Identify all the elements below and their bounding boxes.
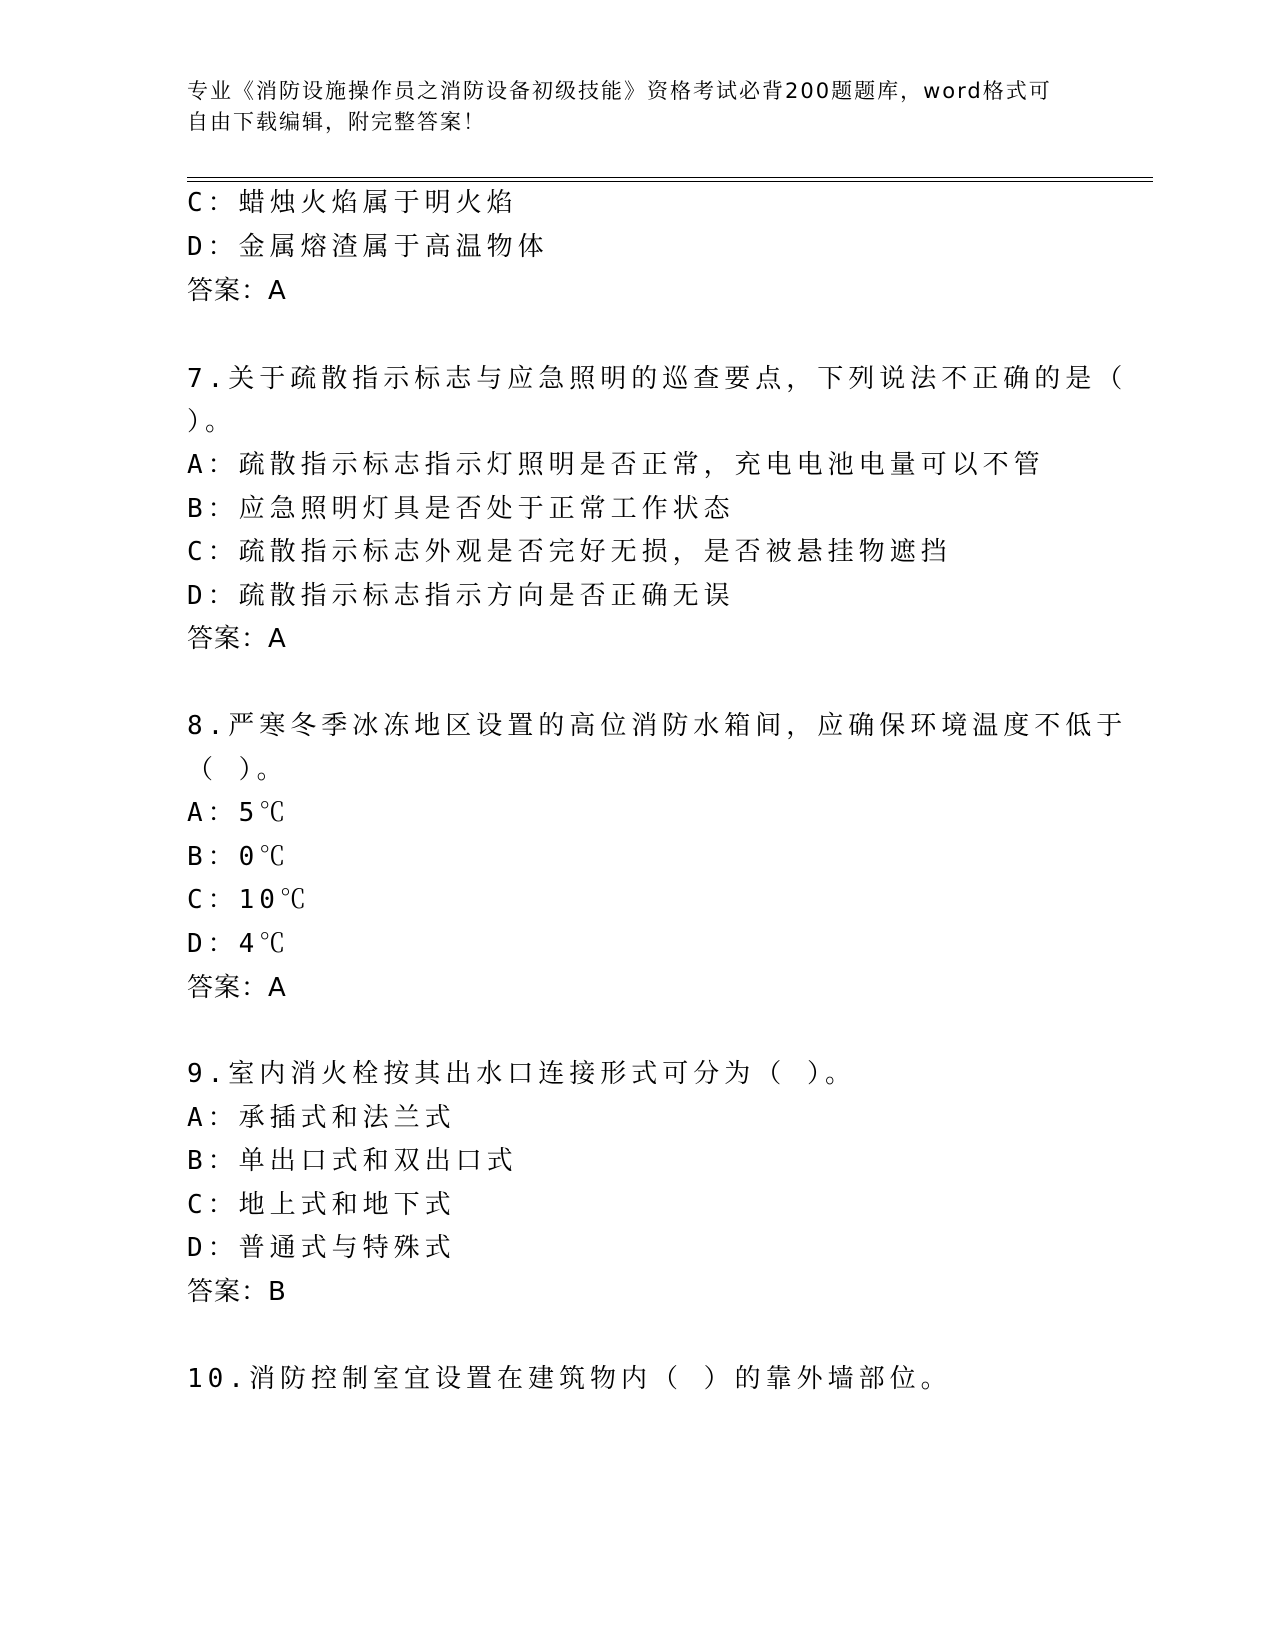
q8-option-d: D：4℃ (187, 929, 291, 959)
q8-option-c: C：10℃ (187, 885, 311, 915)
q7-stem-line1: 7.关于疏散指示标志与应急照明的巡查要点，下列说法不正确的是（ (187, 364, 1128, 394)
q8-stem-line1: 8.严寒冬季冰冻地区设置的高位消防水箱间，应确保环境温度不低于 (187, 711, 1128, 741)
q8-option-b: B：0℃ (187, 842, 291, 872)
q9-option-a: A：承插式和法兰式 (187, 1103, 456, 1133)
q8-option-a: A：5℃ (187, 798, 291, 828)
q7-stem-line2: ）。 (187, 407, 237, 437)
q7-answer: 答案：A (187, 624, 287, 654)
header-divider-bottom (187, 181, 1153, 182)
q10-stem: 10.消防控制室宜设置在建筑物内（ ）的靠外墙部位。 (187, 1364, 952, 1394)
q6-option-c: C：蜡烛火焰属于明火焰 (187, 188, 518, 218)
q7-option-c: C：疏散指示标志外观是否完好无损，是否被悬挂物遮挡 (187, 537, 952, 567)
header-divider-top (187, 177, 1153, 178)
q9-stem: 9.室内消火栓按其出水口连接形式可分为（ ）。 (187, 1059, 856, 1089)
q8-answer: 答案：A (187, 973, 287, 1003)
q6-option-d: D：金属熔渣属于高温物体 (187, 232, 549, 262)
q6-answer: 答案：A (187, 276, 287, 306)
q7-option-d: D：疏散指示标志指示方向是否正确无误 (187, 581, 735, 611)
q8-stem-line2: （ ）。 (187, 755, 288, 785)
q9-answer: 答案：B (187, 1277, 287, 1307)
q7-option-b: B：应急照明灯具是否处于正常工作状态 (187, 494, 735, 524)
document-header: 专业《消防设施操作员之消防设备初级技能》资格考试必背200题题库，word格式可自由下载编辑，附完整答案！ (187, 79, 1052, 134)
q7-option-a: A：疏散指示标志指示灯照明是否正常，充电电池电量可以不管 (187, 450, 1045, 480)
q9-option-b: B：单出口式和双出口式 (187, 1146, 518, 1176)
q9-option-d: D：普通式与特殊式 (187, 1233, 456, 1263)
q9-option-c: C：地上式和地下式 (187, 1190, 456, 1220)
